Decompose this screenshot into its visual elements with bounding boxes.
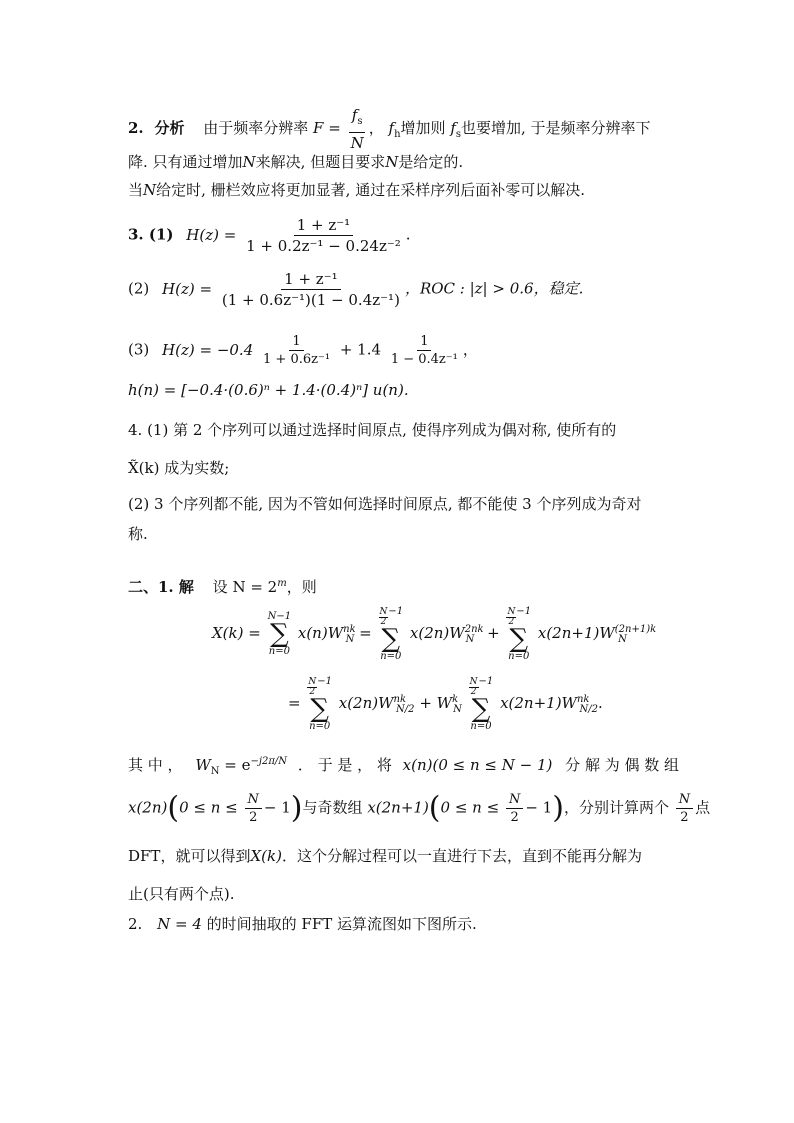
var-fs: f <box>351 106 358 124</box>
minus-one: −1 <box>317 676 332 687</box>
denominator: 1 + 0.6z⁻¹ <box>263 352 331 367</box>
var-fh: f <box>388 119 395 137</box>
text: DFT，就可以得到 <box>128 847 251 865</box>
fraction-b <box>388 334 461 367</box>
text: 的时间抽取的 FFT 运算流图如下图所示. <box>206 915 477 933</box>
sum-lower: n=0 <box>268 646 290 657</box>
item4-line1: 4. (1) 第 2 个序列可以通过选择时间原点, 使得序列成为偶对称, 使所有的 <box>128 421 617 439</box>
sub-s: s <box>455 129 462 140</box>
sum-2: $\frac{N}{2}$ −1 ∑ n=0 <box>379 606 404 662</box>
text: 也要增加, 于是频率分辨率下 <box>461 119 651 137</box>
sub-N: N <box>210 766 220 777</box>
sec2-head <box>128 574 317 597</box>
sum-lower: n=0 <box>380 651 402 662</box>
sec2-para-line3 <box>128 846 642 866</box>
item3-part3 <box>128 334 478 367</box>
range: 0 ≤ n ≤ <box>179 798 238 817</box>
item-number: 3. (1) <box>128 225 174 244</box>
frac-n: N <box>379 607 388 617</box>
lhs: X(k) = <box>212 624 261 642</box>
text: 分 解 为 偶 数 组 <box>565 756 680 774</box>
term: X(k) <box>250 847 282 865</box>
term: x(n)W <box>297 624 344 642</box>
comma: ， <box>368 119 384 137</box>
sum-upper: N−1 <box>267 611 292 622</box>
fraction-H1 <box>243 216 404 255</box>
fraction-H2 <box>219 270 403 309</box>
part-label: (2) <box>128 279 150 298</box>
text: ，则 <box>286 578 317 596</box>
text: 增加则 <box>400 119 446 137</box>
term: x(2n) <box>128 798 168 817</box>
frac-n: N <box>469 677 478 687</box>
denominator: 2 <box>510 810 519 825</box>
sum-5: $\frac{N}{2}$ −1 ∑ n=0 <box>469 676 494 732</box>
text: 给定时, 栅栏效应将更加显著, 通过在采样序列后面补零可以解决. <box>156 181 585 199</box>
punct: ， <box>462 340 478 359</box>
lhs: H(z) = <box>162 279 213 298</box>
denominator: 2 <box>680 810 689 825</box>
item-heading: 分析 <box>154 119 185 137</box>
text: 当 <box>128 181 144 199</box>
var-N: N <box>385 153 399 171</box>
section-heading: 二、1. 解 <box>128 578 194 596</box>
denominator: 1 − 0.4z⁻¹ <box>390 352 458 367</box>
sum-lower: n=0 <box>309 721 331 732</box>
equation-2: = $\frac{N}{2}$ −1 ∑ n=0 $x(2n)W^{nk}_{N/2} + W^k_N$ $\frac{N}{2}$ −1 ∑ n=0 $x(2n+1)W^{nk}_{N/2}$. <box>288 676 603 732</box>
fraction-fs-N <box>348 106 367 152</box>
sum-4: $\frac{N}{2}$ −1 ∑ n=0 <box>308 676 332 732</box>
term: x(2n)W <box>338 694 394 712</box>
item-number: 2. <box>128 119 144 137</box>
eq: = e <box>219 756 251 774</box>
exponent: −j2π/N <box>250 756 288 767</box>
item2-line3 <box>128 180 585 200</box>
numerator: 1 <box>289 334 303 351</box>
range: 0 ≤ n ≤ <box>440 798 500 817</box>
text: 来解决, 但题目要求 <box>255 153 386 171</box>
item3-part1 <box>128 216 411 255</box>
frac-n: N <box>507 607 516 617</box>
text: ． 于 是 ， 将 <box>297 756 392 774</box>
var-fs: f <box>450 119 456 137</box>
var-N: N <box>242 153 256 171</box>
numerator: 1 + z⁻¹ <box>294 216 353 236</box>
text: 点 <box>695 798 711 817</box>
text: 其 中 ， <box>128 756 183 774</box>
text: 降. 只有通过增加 <box>128 153 243 171</box>
roc-text: ，ROC : |z| > 0.6，稳定. <box>404 279 584 298</box>
text: 与奇数组 <box>302 798 363 817</box>
sup-m: m <box>277 578 287 589</box>
fraction-N-2 <box>245 792 262 825</box>
fraction-N-2b <box>506 792 523 825</box>
frac-n: N <box>308 677 317 687</box>
numerator: N <box>245 792 262 809</box>
sec2-para-line4: 止(只有两个点). <box>128 885 235 903</box>
numerator: 1 + z⁻¹ <box>281 270 340 290</box>
eq-sign: = <box>323 119 346 137</box>
frac-d: 2 <box>470 687 477 697</box>
punct: . <box>597 694 603 712</box>
var-W: W <box>195 756 211 774</box>
sum-3: $\frac{N}{2}$ −1 ∑ n=0 <box>507 606 532 662</box>
denominator: 1 + 0.2z⁻¹ − 0.24z⁻² <box>246 237 401 255</box>
denominator: 2 <box>249 810 258 825</box>
text: 由于频率分辨率 <box>203 119 309 137</box>
sum-lower: n=0 <box>508 651 530 662</box>
frac-d: 2 <box>309 687 316 697</box>
item-number: 2. <box>128 915 143 933</box>
part-label: (3) <box>128 340 150 359</box>
term: x(2n+1)W <box>537 624 615 642</box>
numerator: N <box>506 792 523 809</box>
fraction-a <box>260 334 333 367</box>
text: ，分别计算两个 <box>563 798 669 817</box>
item4-line3: (2) 3 个序列都不能, 因为不管如何选择时间原点, 都不能使 3 个序列成为奇对 <box>128 495 642 513</box>
fraction-N-2c <box>676 792 693 825</box>
denominator: (1 + 0.6z⁻¹)(1 − 0.4z⁻¹) <box>221 291 400 309</box>
item4-line2: X̃(k) 成为实数; <box>128 459 230 477</box>
minus: − 1 <box>525 798 553 817</box>
punct: . <box>405 225 411 244</box>
term: x(2n)W <box>409 624 465 642</box>
lhs: H(z) = <box>186 225 237 244</box>
item2-line2 <box>128 152 463 172</box>
minus-one: −1 <box>478 676 494 687</box>
minus-one: −1 <box>388 606 404 617</box>
h-n-line: h(n) = [−0.4·(0.6)ⁿ + 1.4·(0.4)ⁿ] u(n). <box>128 381 409 399</box>
text: ．这个分解过程可以一直进行下去，直到不能再分解为 <box>281 847 642 865</box>
term: x(2n+1) <box>367 798 429 817</box>
lhs: H(z) = −0.4 <box>162 340 254 359</box>
sec2-item2 <box>128 914 477 934</box>
var-N: N <box>143 181 157 199</box>
sec2-para-line1 <box>128 752 679 782</box>
sum-1: N−1 ∑ n=0 <box>267 611 292 657</box>
w-mid: + W <box>419 694 453 712</box>
var-N: N <box>350 134 364 152</box>
sec2-para-line2: x(2n)(0 ≤ n ≤ $\frac{N}{2}$ − 1)与奇数组 x(2n+1)(0 ≤ n ≤ $\frac{N}{2}$ − 1)，分别计算两个 $\frac{N}{2}$ 点 <box>128 790 711 826</box>
item3-part2 <box>128 270 583 309</box>
sum-lower: n=0 <box>470 721 492 732</box>
equation-1: X(k) = N−1 ∑ n=0 $x(n)W^{nk}_N$ = $\frac{N}{2}$ −1 ∑ n=0 $x(2n)W^{2nk}_N$ + $\frac{N}{2}$ −1 ∑ n=0 $x(2n+1)W^{(2n+1)k}_N$ <box>212 606 657 662</box>
math: N = 4 <box>157 915 202 933</box>
item2-line1 <box>128 106 651 152</box>
var-F: F <box>313 119 324 137</box>
text: 是给定的. <box>398 153 464 171</box>
sub-h: h <box>394 129 401 140</box>
numerator: 1 <box>417 334 431 351</box>
frac-d: 2 <box>508 617 515 627</box>
numerator: N <box>676 792 693 809</box>
range: x(n)(0 ≤ n ≤ N − 1) <box>402 756 553 774</box>
minus: − 1 <box>263 798 291 817</box>
mid: + 1.4 <box>339 340 382 359</box>
item4-line4: 称. <box>128 525 148 543</box>
frac-d: 2 <box>380 617 387 627</box>
sub-s: s <box>357 116 363 127</box>
text: 设 N = 2 <box>212 578 278 596</box>
minus-one: −1 <box>516 606 532 617</box>
term: x(2n+1)W <box>500 694 577 712</box>
